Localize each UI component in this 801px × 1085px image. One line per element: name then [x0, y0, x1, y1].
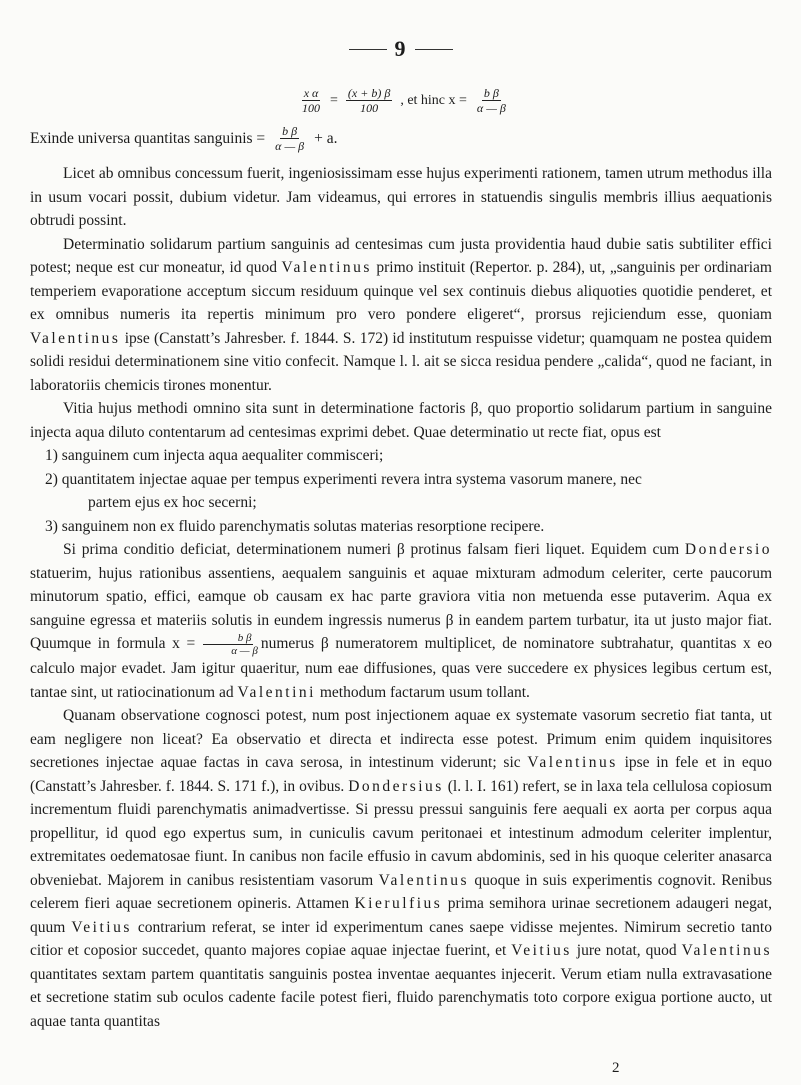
formula-second-denominator: α — β: [275, 139, 305, 153]
formula-mid-denominator: 100: [360, 101, 379, 115]
paragraph-5-part-b: ipse in fele et in equo (Canstatt’s Jahresber. f. 1844. S. 171 f.), in ovibus.: [30, 754, 772, 795]
formula-rhs-denominator: α — β: [476, 101, 506, 115]
paragraph-4: [30, 538, 772, 704]
formula-connector: , et hinc x =: [400, 92, 467, 108]
formula-lhs-fraction: [300, 86, 322, 115]
author-name: Veitius: [71, 918, 132, 936]
list-item-3: 3) sanguinem non ex fluido parenchymatis solutas materias resorptione recipere.: [45, 517, 545, 535]
page-number-value: 9: [394, 36, 407, 61]
paragraph-2-part-c: ipse (Canstatt’s Jahresber. f. 1844. S. 172) id institutum respuisse videtur; quamquam ne postea quidem solidi residui determinationem sine vitio confecit. Namque l. l. ait se sicca residua pendere „calida“, quod ne faciant, in laboratoriis chemicis tirones monentur.: [30, 329, 772, 394]
author-name: Valentini: [237, 683, 316, 701]
formula-rhs-numerator: b β: [483, 86, 499, 100]
paragraph-5-part-e: prima semihora urinae secretionem adaugeri negat, quum: [30, 895, 772, 936]
paragraph-2-part-a: Determinatio solidarum partium sanguinis ad centesimas cum justa providentia haud dubie satis subtiliter effici potest; neque est cur moneatur, id quod: [30, 235, 772, 276]
paragraph-2-part-b: primo instituit (Repertor. p. 284), ut, „sanguinis per ordinariam temperiem evaporatione acceptum siccum residuum quinque vel sex continuis diebus aliquoties quotidie penderet, et ex omnibus numeris ita repertis minimum pro vero pondere eligeret“, prorsus rejiciendum esse, quoniam: [30, 259, 772, 323]
author-name: Valentinus: [281, 259, 372, 276]
paragraph-5-part-c: (l. l. I. 161) refert, se in laxa tela cellulosa copiosum incrementum fluidi parenchymatis animadvertisse. Si pressu pressui sanguinis fere aequali ex aorta per corpus aqua propellitur, id quod ego expertus sum, in cuniculis cavum peritonaei et intestinum admodum celeriter implentur, extremitates oedematosae fiunt. In canibus non facile effusio in cavum abdominis, sed in his quoque celeriter anasarca obveniebat. Majorem in canibus resistentiam vasorum: [30, 777, 772, 889]
paragraph-5-part-g: jure notat, quod: [571, 942, 682, 959]
page-number: [0, 36, 801, 62]
author-name: Dondersius: [348, 777, 444, 795]
paragraph-5: [30, 704, 772, 1033]
author-name: Valentinus: [30, 329, 121, 347]
author-name: Valentinus: [527, 754, 618, 771]
formula-equals: =: [330, 92, 338, 108]
page-number-dash-right: [415, 49, 453, 50]
paragraph-1: Licet ab omnibus concessum fuerit, ingeniosissimam esse hujus experimenti rationem, tamen utrum methodus illa in usum vocari possit, dubium videtur. Jam videamus, qui errores in statuendis singulis membris illius aequationis obtrudi possint.: [30, 165, 772, 229]
paragraph-4-part-b: statuerim, hujus rationibus assentiens, aequalem sanguinis et aquae mixturam admodum celeriter, certe paucorum minutorum spatio, effici, eamque ob causam ex hac parte graviora vitia non metuenda esse putaverim. Aqua ex sanguine egressa et materiis solutis in eundem ingressis numerus β in eandem partem turbatur, ita ut justo major fiat. Quumque in formula x =: [30, 564, 772, 653]
list-item-2-continuation: partem ejus ex hoc secerni;: [88, 494, 257, 511]
formula-mid-numerator: (x + b) β: [347, 86, 391, 100]
list-item-2: 2) quantitatem injectae aquae per tempus experimenti revera intra systema vasorum manere, nec: [45, 470, 642, 488]
page-number-dash-left: [349, 49, 387, 50]
paragraph-5-part-f: contrarium referat, se inter id experimentum canes saepe vidisse mejentes. Nimirum secretio tanto citior et coposior succedet, quanto majores copiae aquae injectae fuerint, et: [30, 918, 772, 959]
formula-lhs-numerator: x α: [303, 86, 319, 100]
author-name: Valentinus: [378, 871, 470, 889]
paragraph-5-part-h: quantitates sextam partem quantitatis sanguinis postea inventae aequantes injecerit. Verum etiam nulla extravasatione et secretione statim sub oculos cadente facile potest fieri, fluido parenchymatis toto corpore exigua portione aucto, ut aquae tanta quantitas: [30, 965, 772, 1030]
inline-fraction-denominator: α — β: [231, 645, 258, 657]
formula-second-numerator: b β: [282, 124, 298, 138]
author-name: Dondersio: [684, 541, 772, 558]
list-item-1: 1) sanguinem cum injecta aqua aequaliter commisceri;: [45, 447, 384, 464]
paragraph-4-part-a: Si prima conditio deficiat, determinationem numeri β protinus falsam fieri liquet. Equidem cum: [63, 541, 685, 558]
signature-mark: 2: [612, 1060, 620, 1076]
formula-second-text: Exinde universa quantitas sanguinis =: [30, 129, 266, 147]
formula-lhs-denominator: 100: [302, 101, 320, 115]
formula-mid-fraction: [346, 86, 392, 115]
paragraph-5-part-a: Quanam observatione cognosci potest, num post injectionem aquae ex systemate vasorum secretio fiat tanta, ut eam negligere non liceat? Ea observatio et directa et indirecta esse potest. Primum enim quidem inquisitores secretiones injectae aquae factas in cava serosa, in intestinum viderunt; sic: [30, 707, 772, 771]
formula-rhs-fraction: [475, 86, 508, 115]
formula-second-fraction: [273, 124, 306, 153]
paragraph-4-part-c: numerus β numeratorem multiplicet, de nominatore subtrahatur, quantitas x eo calculo major evadet. Jam igitur quaeritur, num eae diffusiones, quas vere succedere ex physices legibus certum est, tantae sint, ut ratiocinationum ad: [30, 635, 772, 701]
paragraph-3: Vitia hujus methodi omnino sita sunt in determinatione factoris β, quo proportio solidarum partium in sanguine injecta aqua diluto contentarum ad centesimas exprimi debet. Quae determinatio ut recte fiat, opus est: [30, 400, 772, 441]
formula-second: [30, 124, 338, 153]
body-text: [30, 162, 772, 1033]
author-name: Veitius: [511, 942, 572, 959]
inline-fraction-numerator: b β: [203, 632, 254, 645]
paragraph-2: [30, 233, 772, 398]
author-name: Kierulfius: [354, 895, 443, 912]
formula-second-tail: + a.: [314, 129, 338, 147]
paragraph-5-part-d: quoque in suis experimentis cognovit. Renibus celerem fieri aquae secretionem opineris. Attamen: [30, 871, 772, 912]
formula-top: [300, 86, 508, 115]
paragraph-4-part-d: methodum factarum usum tollant.: [315, 683, 530, 701]
author-name: Valentinus: [681, 942, 772, 959]
inline-fraction: [198, 632, 258, 657]
